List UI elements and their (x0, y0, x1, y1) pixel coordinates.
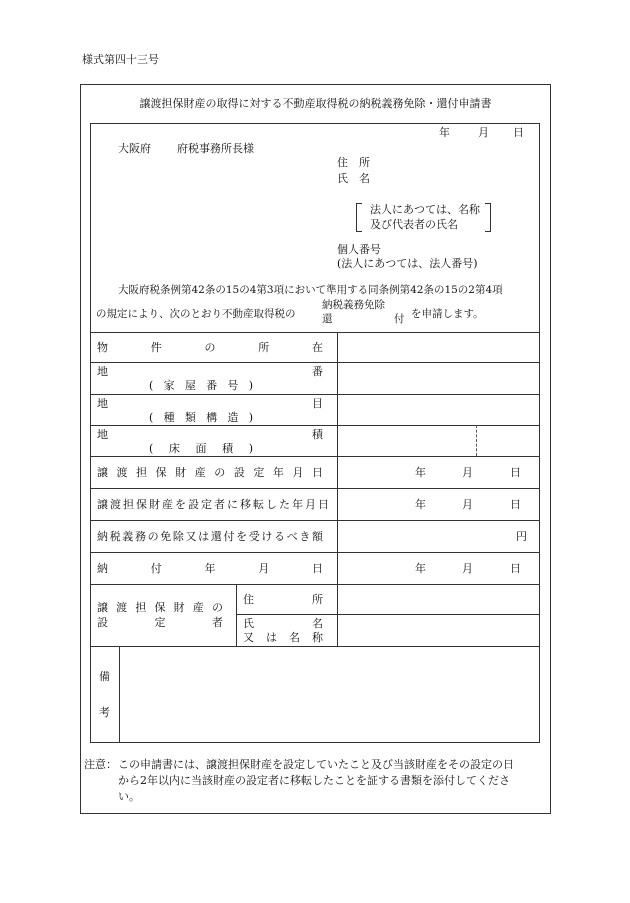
statement-line1: 大阪府税条例第42条の15の4第3項において準用する同条例第42条の15の2第4項 (118, 284, 503, 296)
setup-date-month: 月 (462, 466, 473, 479)
applicant-address-label: 住 所 (337, 156, 370, 169)
category-sub-label: (種類構造) (149, 411, 253, 424)
statement-choice-bottom-b: 付 (394, 313, 405, 325)
header-year: 年 (439, 126, 450, 139)
setup-date-year: 年 (415, 466, 426, 479)
addressee-name: 府税事務所長様 (177, 142, 254, 155)
location-label: 物件の所在 (97, 341, 323, 354)
setter-address-label: 住所 (243, 593, 323, 606)
table-rule (90, 552, 540, 553)
addressee-office: 大阪府 (118, 142, 151, 155)
individual-number-label: 個人番号 (337, 243, 381, 256)
header-month: 月 (478, 126, 489, 139)
table-divider (119, 646, 120, 743)
table-rule (236, 614, 540, 615)
setter-name-label-2: 又は名称 (243, 631, 323, 644)
table-rule (90, 488, 540, 489)
note-line1: この申請書には、譲渡担保財産を設定していたこと及び当該財産をその設定の日 (118, 758, 514, 771)
setter-name-label: 氏名 (243, 617, 323, 630)
header-day: 日 (513, 126, 524, 139)
note-line3: い。 (118, 790, 140, 803)
area-label: 地積 (97, 428, 323, 441)
setup-date-day: 日 (510, 466, 521, 479)
individual-number-note: (法人にあつては、法人番号) (337, 257, 478, 270)
setter-label-line1: 譲渡担保財産の (97, 601, 223, 614)
statement-line2-pre: の規定により、次のとおり不動産取得税の (96, 308, 296, 320)
corp-note-right-bracket (485, 203, 491, 232)
transfer-date-month: 月 (462, 498, 473, 511)
table-rule (90, 584, 540, 585)
table-rule (90, 425, 540, 426)
payment-date-month: 月 (462, 562, 473, 575)
corp-note-line1: 法人にあつては、名称 (370, 203, 480, 216)
payment-date-day: 日 (510, 562, 521, 575)
statement-line2-post: を申請します。 (411, 308, 484, 320)
table-rule (90, 394, 540, 395)
setter-label-line2: 設定者 (97, 616, 223, 629)
payment-date-label: 納付年月日 (97, 562, 323, 575)
statement-choice-bottom-a: 還 (322, 313, 333, 325)
remarks-label-2: 考 (99, 706, 110, 719)
form-title: 譲渡担保財産の取得に対する不動産取得税の納税義務免除・還付申請書 (139, 97, 492, 110)
remarks-label-1: 備 (99, 670, 110, 683)
corp-note-line2: 及び代表者の氏名 (370, 218, 458, 231)
payment-date-year: 年 (415, 562, 426, 575)
note-label: 注意： (84, 758, 117, 771)
category-label: 地目 (97, 397, 323, 410)
transfer-date-day: 日 (510, 498, 521, 511)
applicant-name-label: 氏 名 (337, 172, 370, 185)
setup-date-label: 譲渡担保財産の設定年月日 (97, 466, 323, 479)
lot-label: 地番 (97, 365, 323, 378)
table-divider (337, 332, 338, 646)
transfer-date-label: 譲渡担保財産を設定者に移転した年月日 (97, 498, 329, 511)
area-decimal-divider (476, 425, 477, 456)
transfer-date-year: 年 (415, 498, 426, 511)
statement-choice-top: 納税義務免除 (322, 299, 385, 311)
amount-unit: 円 (516, 530, 527, 543)
table-divider (236, 584, 237, 646)
form-number: 様式第四十三号 (82, 53, 159, 66)
table-rule (90, 646, 540, 647)
lot-sub-label: (家屋番号) (149, 379, 253, 392)
table-rule (90, 362, 540, 363)
table-rule (90, 456, 540, 457)
area-sub-label: (床面積) (149, 442, 253, 455)
table-rule (90, 520, 540, 521)
amount-label: 納税義務の免除又は還付を受けるべき額 (97, 530, 323, 543)
note-line2: から2年以内に当該財産の設定者に移転したことを証する書類を添付してくださ (118, 774, 510, 787)
corp-note-left-bracket (356, 203, 362, 232)
table-rule (90, 332, 540, 333)
